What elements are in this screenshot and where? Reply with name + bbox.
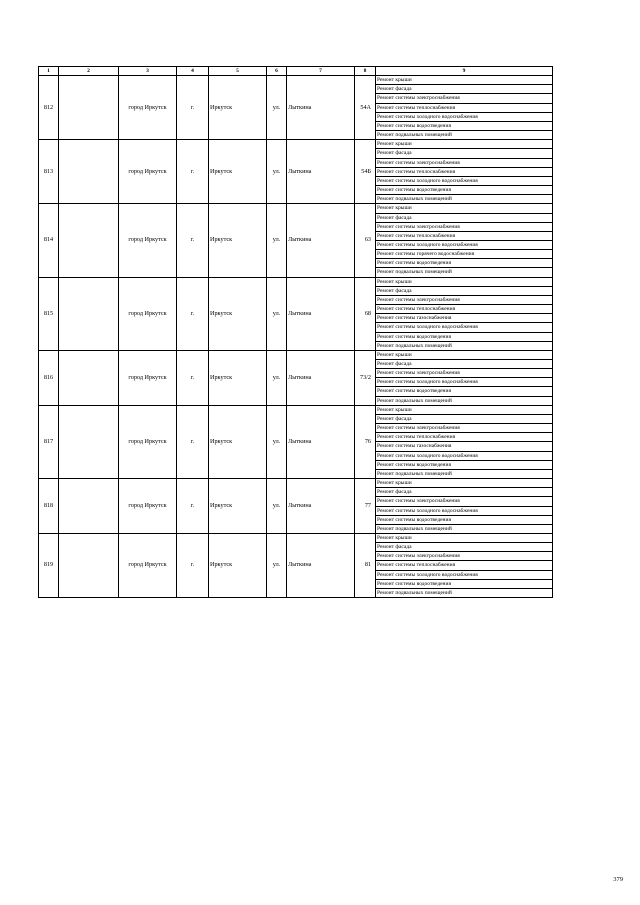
repair-work-item: Ремонт крыши (376, 479, 553, 488)
record-house-number: 73/2 (355, 350, 376, 405)
repair-work-item: Ремонт системы электроснабжения (376, 158, 553, 167)
repair-work-item: Ремонт подвальных помещений (376, 396, 553, 405)
record-city: город Иркутск (119, 140, 177, 204)
record-street: Лыткина (287, 277, 355, 350)
record-number: 815 (39, 277, 59, 350)
repair-work-item: Ремонт системы газоснабжения (376, 442, 553, 451)
record-city: город Иркутск (119, 204, 177, 277)
repair-work-item: Ремонт системы холодного водоснабжения (376, 570, 553, 579)
page-number: 379 (613, 876, 623, 883)
table-row (39, 204, 553, 213)
repair-work-item: Ремонт системы электроснабжения (376, 552, 553, 561)
record-street-type: ул. (267, 533, 287, 597)
header-cell: 4 (177, 67, 209, 76)
record-street: Лыткина (287, 76, 355, 140)
record-city: город Иркутск (119, 405, 177, 478)
record-street: Лыткина (287, 533, 355, 597)
record-city-abbr: г. (177, 76, 209, 140)
record-col2 (59, 140, 119, 204)
repair-work-item: Ремонт фасада (376, 85, 553, 94)
repair-work-item: Ремонт крыши (376, 140, 553, 149)
record-house-number: 81 (355, 533, 376, 597)
repair-work-item: Ремонт системы теплоснабжения (376, 231, 553, 240)
record-number: 814 (39, 204, 59, 277)
repair-work-item: Ремонт системы водоотведения (376, 387, 553, 396)
repair-work-item: Ремонт подвальных помещений (376, 469, 553, 478)
table-row (39, 76, 553, 85)
repair-work-item: Ремонт крыши (376, 350, 553, 359)
record-house-number: 68 (355, 277, 376, 350)
repair-work-item: Ремонт системы горячего водоснабжения (376, 250, 553, 259)
repair-work-item: Ремонт системы теплоснабжения (376, 167, 553, 176)
record-city-name: Иркутск (209, 204, 267, 277)
record-col2 (59, 533, 119, 597)
record-street-type: ул. (267, 350, 287, 405)
record-house-number: 77 (355, 479, 376, 534)
record-street: Лыткина (287, 479, 355, 534)
header-cell: 2 (59, 67, 119, 76)
record-city-abbr: г. (177, 204, 209, 277)
repair-work-item: Ремонт системы водоотведения (376, 515, 553, 524)
address-register-table (38, 66, 553, 598)
repair-work-item: Ремонт фасада (376, 149, 553, 158)
record-col2 (59, 405, 119, 478)
repair-work-item: Ремонт системы электроснабжения (376, 222, 553, 231)
record-number: 817 (39, 405, 59, 478)
record-number: 816 (39, 350, 59, 405)
repair-work-item: Ремонт крыши (376, 76, 553, 85)
record-col2 (59, 76, 119, 140)
record-col2 (59, 204, 119, 277)
repair-work-item: Ремонт системы электроснабжения (376, 424, 553, 433)
repair-work-item: Ремонт фасада (376, 488, 553, 497)
record-city-name: Иркутск (209, 76, 267, 140)
repair-work-item: Ремонт крыши (376, 533, 553, 542)
repair-work-item: Ремонт системы водоотведения (376, 259, 553, 268)
repair-work-item: Ремонт системы электроснабжения (376, 94, 553, 103)
header-cell: 8 (355, 67, 376, 76)
repair-work-item: Ремонт системы холодного водоснабжения (376, 506, 553, 515)
repair-work-item: Ремонт системы электроснабжения (376, 497, 553, 506)
repair-work-item: Ремонт системы электроснабжения (376, 369, 553, 378)
record-number: 819 (39, 533, 59, 597)
record-city-abbr: г. (177, 479, 209, 534)
record-city-name: Иркутск (209, 533, 267, 597)
repair-work-item: Ремонт системы холодного водоснабжения (376, 323, 553, 332)
record-house-number: 63 (355, 204, 376, 277)
header-cell: 5 (209, 67, 267, 76)
repair-work-item: Ремонт системы электроснабжения (376, 295, 553, 304)
record-city-name: Иркутск (209, 479, 267, 534)
table-row (39, 533, 553, 542)
record-house-number: 54Б (355, 140, 376, 204)
repair-work-item: Ремонт фасада (376, 414, 553, 423)
repair-work-item: Ремонт подвальных помещений (376, 341, 553, 350)
repair-work-item: Ремонт системы водоотведения (376, 332, 553, 341)
table-row (39, 140, 553, 149)
record-house-number: 76 (355, 405, 376, 478)
record-city: город Иркутск (119, 479, 177, 534)
record-street-type: ул. (267, 277, 287, 350)
repair-work-item: Ремонт фасада (376, 543, 553, 552)
table-row (39, 405, 553, 414)
record-city: город Иркутск (119, 277, 177, 350)
record-city: город Иркутск (119, 533, 177, 597)
repair-work-item: Ремонт системы холодного водоснабжения (376, 112, 553, 121)
record-col2 (59, 350, 119, 405)
repair-work-item: Ремонт подвальных помещений (376, 131, 553, 140)
record-street-type: ул. (267, 479, 287, 534)
record-street: Лыткина (287, 350, 355, 405)
repair-work-item: Ремонт системы холодного водоснабжения (376, 378, 553, 387)
record-street: Лыткина (287, 140, 355, 204)
repair-work-item: Ремонт подвальных помещений (376, 588, 553, 597)
repair-work-item: Ремонт системы теплоснабжения (376, 433, 553, 442)
repair-work-item: Ремонт системы холодного водоснабжения (376, 176, 553, 185)
repair-work-item: Ремонт подвальных помещений (376, 195, 553, 204)
repair-work-item: Ремонт крыши (376, 204, 553, 213)
record-col2 (59, 479, 119, 534)
table-row (39, 479, 553, 488)
record-street: Лыткина (287, 204, 355, 277)
repair-work-item: Ремонт системы теплоснабжения (376, 103, 553, 112)
repair-work-item: Ремонт подвальных помещений (376, 268, 553, 277)
record-street-type: ул. (267, 204, 287, 277)
repair-work-item: Ремонт системы водоотведения (376, 121, 553, 130)
record-city-abbr: г. (177, 140, 209, 204)
repair-work-item: Ремонт фасада (376, 360, 553, 369)
record-number: 812 (39, 76, 59, 140)
record-city-abbr: г. (177, 350, 209, 405)
repair-work-item: Ремонт системы газоснабжения (376, 314, 553, 323)
repair-work-item: Ремонт системы водоотведения (376, 460, 553, 469)
record-street: Лыткина (287, 405, 355, 478)
header-cell: 9 (376, 67, 553, 76)
table-row (39, 277, 553, 286)
register-body (39, 76, 553, 598)
record-col2 (59, 277, 119, 350)
header-cell: 3 (119, 67, 177, 76)
record-street-type: ул. (267, 76, 287, 140)
record-city-name: Иркутск (209, 277, 267, 350)
repair-work-item: Ремонт системы теплоснабжения (376, 561, 553, 570)
record-city: город Иркутск (119, 76, 177, 140)
header-cell: 1 (39, 67, 59, 76)
record-street-type: ул. (267, 405, 287, 478)
repair-work-item: Ремонт системы теплоснабжения (376, 305, 553, 314)
header-cell: 6 (267, 67, 287, 76)
record-city-abbr: г. (177, 277, 209, 350)
record-city-name: Иркутск (209, 140, 267, 204)
header-cell: 7 (287, 67, 355, 76)
table-row (39, 350, 553, 359)
repair-work-item: Ремонт крыши (376, 405, 553, 414)
record-house-number: 54А (355, 76, 376, 140)
repair-work-item: Ремонт фасада (376, 213, 553, 222)
repair-work-item: Ремонт системы водоотведения (376, 186, 553, 195)
record-city-name: Иркутск (209, 350, 267, 405)
repair-work-item: Ремонт крыши (376, 277, 553, 286)
repair-work-item: Ремонт фасада (376, 286, 553, 295)
record-number: 818 (39, 479, 59, 534)
record-number: 813 (39, 140, 59, 204)
record-city: город Иркутск (119, 350, 177, 405)
header-row (39, 67, 553, 76)
record-street-type: ул. (267, 140, 287, 204)
record-city-abbr: г. (177, 405, 209, 478)
record-city-abbr: г. (177, 533, 209, 597)
repair-work-item: Ремонт системы холодного водоснабжения (376, 451, 553, 460)
repair-work-item: Ремонт подвальных помещений (376, 524, 553, 533)
repair-work-item: Ремонт системы холодного водоснабжения (376, 240, 553, 249)
repair-work-item: Ремонт системы водоотведения (376, 579, 553, 588)
record-city-name: Иркутск (209, 405, 267, 478)
